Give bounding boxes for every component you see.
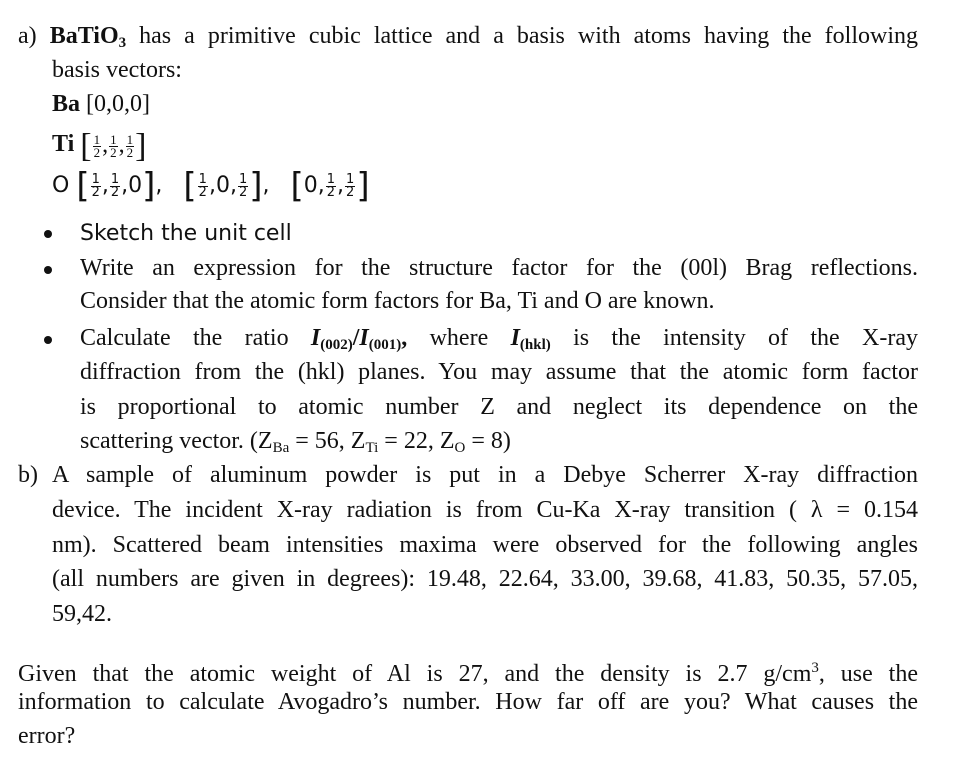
final-line3: error? bbox=[18, 723, 76, 749]
ti-basis-line bbox=[52, 127, 147, 165]
part-b-label: b) bbox=[18, 462, 38, 488]
ba-basis-line bbox=[52, 88, 150, 120]
bullet-structure-factor-line1: Write an expression for the structure factor for the (00l) Brag reflections. bbox=[80, 255, 918, 281]
part-b-line1: A sample of aluminum powder is put in a Debye Scherrer X-ray diffraction bbox=[52, 462, 918, 488]
part-b-line2: device. The incident X-ray radiation is from Cu-Ka X-ray transition ( λ = 0.154 bbox=[52, 497, 918, 523]
formula: BaTiO$_3$ bbox=[49, 23, 127, 51]
bullet-dot-1 bbox=[44, 230, 52, 238]
o-label: O bbox=[52, 173, 70, 198]
bullet-sketch-unit-cell: Sketch the unit cell bbox=[80, 221, 292, 246]
bullet-dot-3 bbox=[44, 336, 52, 344]
ti-label: Ti bbox=[52, 131, 75, 157]
bullet-dot-2 bbox=[44, 266, 52, 274]
ba-label: Ba bbox=[52, 91, 81, 117]
part-b-line5: 59,42. bbox=[52, 601, 112, 627]
bullet-ratio-line1: Calculate the ratio $I_{(002)}/I_{(001)}$, where $I_{(hkl)}$ is the intensity of the X-ray bbox=[80, 325, 918, 353]
o-vector-2: [ $\frac{1}{2}$ ,0, $\frac{1}{2}$ ], bbox=[183, 166, 270, 206]
bullet-ratio-line2: diffraction from the (hkl) planes. You may assume that the atomic form factor bbox=[80, 359, 918, 385]
o-vector-1: [ $\frac{1}{2}$ , $\frac{1}{2}$ ,0], bbox=[76, 166, 163, 206]
part-a-intro-line2: basis vectors: bbox=[52, 57, 182, 83]
part-a-label: a) bbox=[18, 23, 37, 49]
bullet-ratio-line4: scattering vector. ($Z_{Ba} = 56$, $Z_{Ti} = 22$, $Z_O = 8$) bbox=[80, 428, 511, 456]
bullet-ratio-line3: is proportional to atomic number Z and neglect its dependence on the bbox=[80, 394, 918, 420]
part-b-line3: nm). Scattered beam intensities maxima were observed for the following angles bbox=[52, 532, 918, 558]
final-line1: Given that the atomic weight of Al is 27, and the density is 2.7 $g/cm^3$, use the bbox=[18, 660, 918, 687]
part-a-intro-rest: has a primitive cubic lattice and a basis with atoms having the following bbox=[139, 23, 919, 49]
part-b-line4: (all numbers are given in degrees): 19.48, 22.64, 33.00, 39.68, 41.83, 50.35, 57.05, bbox=[52, 566, 918, 592]
o-basis-line bbox=[52, 166, 370, 206]
o-vector-3: [0, $\frac{1}{2}$ , $\frac{1}{2}$ ] bbox=[290, 166, 370, 206]
ba-vector: [0,0,0] bbox=[86, 91, 150, 117]
ti-vector: [ $\frac{1}{2}$ , $\frac{1}{2}$ , $\frac{1}{2}$ ] bbox=[80, 127, 147, 165]
bullet-structure-factor-line2: Consider that the atomic form factors for Ba, Ti and O are known. bbox=[80, 288, 715, 314]
final-line2: information to calculate Avogadro’s number. How far off are you? What causes the bbox=[18, 689, 918, 715]
